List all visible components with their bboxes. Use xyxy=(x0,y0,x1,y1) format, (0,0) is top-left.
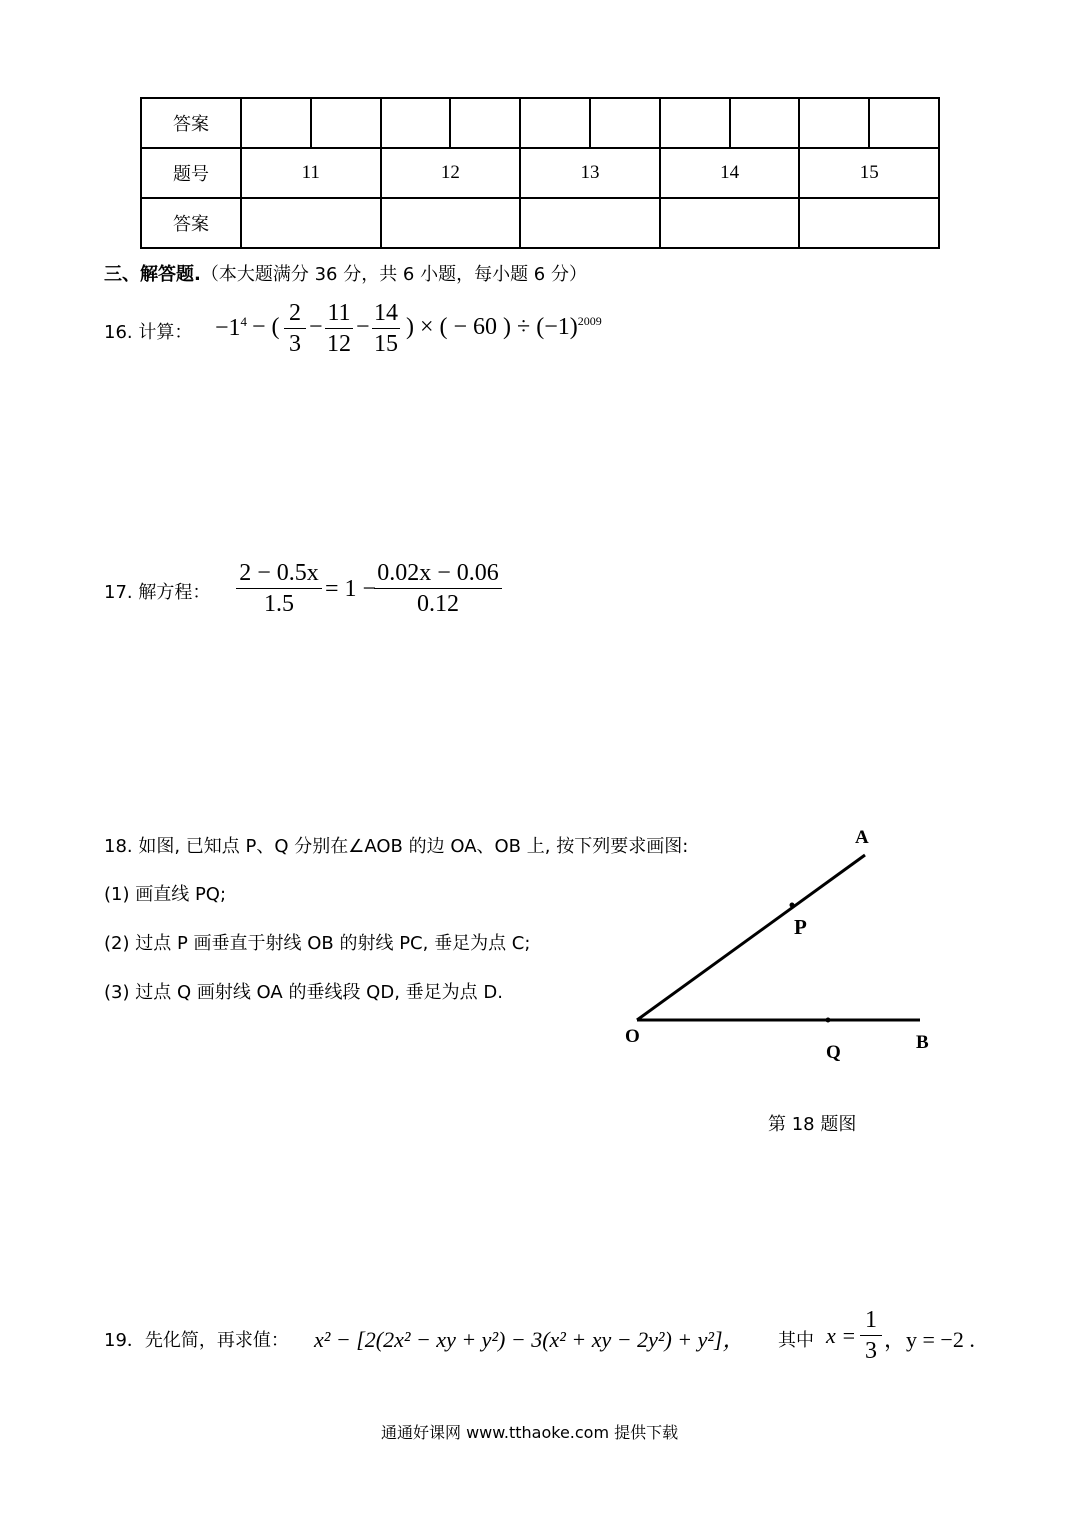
answer-cell[interactable] xyxy=(381,198,521,248)
q17-equals: = 1 − xyxy=(325,576,377,602)
q16-lead: $-1^4$ xyxy=(215,314,248,341)
section-note: （本大题满分 36 分，共 6 小题，每小题 6 分） xyxy=(200,264,587,285)
table-row xyxy=(141,198,939,248)
q19-y-value: ，y = −2 . xyxy=(884,1327,975,1352)
question-number: 11 xyxy=(241,148,381,198)
row-label: 答案 xyxy=(141,98,241,148)
footer-source: 通通好课网 www.tthaoke.com 提供下载 xyxy=(381,1423,679,1442)
q16-fraction-3: 14 15 xyxy=(374,300,398,357)
row-label: 答案 xyxy=(141,198,241,248)
q16-fraction-1: 2 3 xyxy=(284,298,306,359)
question-number: 14 xyxy=(660,148,800,198)
question-number: 15 xyxy=(799,148,939,198)
label-b: B xyxy=(916,1032,929,1053)
q16-tail: ) × ( − 60 ) ÷ $(-1)^{2009}$ xyxy=(406,314,602,340)
q16-minus: − xyxy=(309,314,323,340)
figure-caption: 第 18 题图 xyxy=(768,1114,857,1135)
q17-lhs-fraction: 2 − 0.5x 1.5 xyxy=(236,558,322,619)
table-row xyxy=(141,148,939,198)
answer-table xyxy=(140,97,940,249)
section-title: 三、解答题. xyxy=(104,264,201,285)
answer-cell[interactable] xyxy=(381,98,451,148)
q18-step-1: (1) 画直线 PQ; xyxy=(104,884,227,905)
label-p: P xyxy=(794,915,807,939)
q16-tail-exponent: 2009 xyxy=(577,314,602,328)
answer-cell[interactable] xyxy=(241,198,381,248)
q17-prefix: 17. 解方程： xyxy=(104,582,211,603)
q19-where: 其中 xyxy=(778,1330,814,1351)
q18-step-3: (3) 过点 Q 画射线 OA 的垂线段 QD, 垂足为点 D. xyxy=(104,982,503,1003)
q18-step-2: (2) 过点 P 画垂直于射线 OB 的射线 PC, 垂足为点 C; xyxy=(104,933,531,954)
label-o: O xyxy=(625,1026,640,1047)
q19-expression: x² − [2(2x² − xy + y²) − 3(x² + xy − 2y²) + y²]， xyxy=(314,1327,745,1352)
answer-cell[interactable] xyxy=(869,98,939,148)
label-q: Q xyxy=(826,1042,841,1063)
row-label: 题号 xyxy=(141,148,241,198)
q16-exponent: 4 xyxy=(240,314,248,329)
q16-fraction-2: 11 12 xyxy=(327,300,351,357)
q16-open-paren: − ( xyxy=(252,314,280,340)
angle-aob-figure xyxy=(600,815,960,1065)
section-heading xyxy=(104,260,587,286)
q19-x-fraction: 1 3 xyxy=(860,1305,882,1366)
label-a: A xyxy=(855,827,869,848)
answer-cell[interactable] xyxy=(660,98,730,148)
answer-cell[interactable] xyxy=(730,98,800,148)
answer-cell[interactable] xyxy=(520,98,590,148)
answer-cell[interactable] xyxy=(241,98,311,148)
q19-prefix: 19．先化简，再求值： xyxy=(104,1330,289,1351)
answer-cell[interactable] xyxy=(799,98,869,148)
answer-cell[interactable] xyxy=(660,198,800,248)
table-row xyxy=(141,98,939,148)
answer-cell[interactable] xyxy=(799,198,939,248)
q16-minus: − xyxy=(356,314,370,340)
answer-cell[interactable] xyxy=(450,98,520,148)
answer-cell[interactable] xyxy=(520,198,660,248)
q16-prefix: 16. 计算： xyxy=(104,322,193,343)
ray-oa xyxy=(637,855,865,1020)
question-number: 13 xyxy=(520,148,660,198)
point-p xyxy=(790,903,795,908)
point-q xyxy=(826,1018,831,1023)
question-number: 12 xyxy=(381,148,521,198)
q17-rhs-fraction: 0.02x − 0.06 0.12 xyxy=(374,558,502,619)
answer-cell[interactable] xyxy=(311,98,381,148)
answer-cell[interactable] xyxy=(590,98,660,148)
q18-intro: 18. 如图, 已知点 P、Q 分别在∠AOB 的边 OA、OB 上, 按下列要求画图: xyxy=(104,836,689,857)
q19-x-equals: x = xyxy=(826,1323,857,1348)
